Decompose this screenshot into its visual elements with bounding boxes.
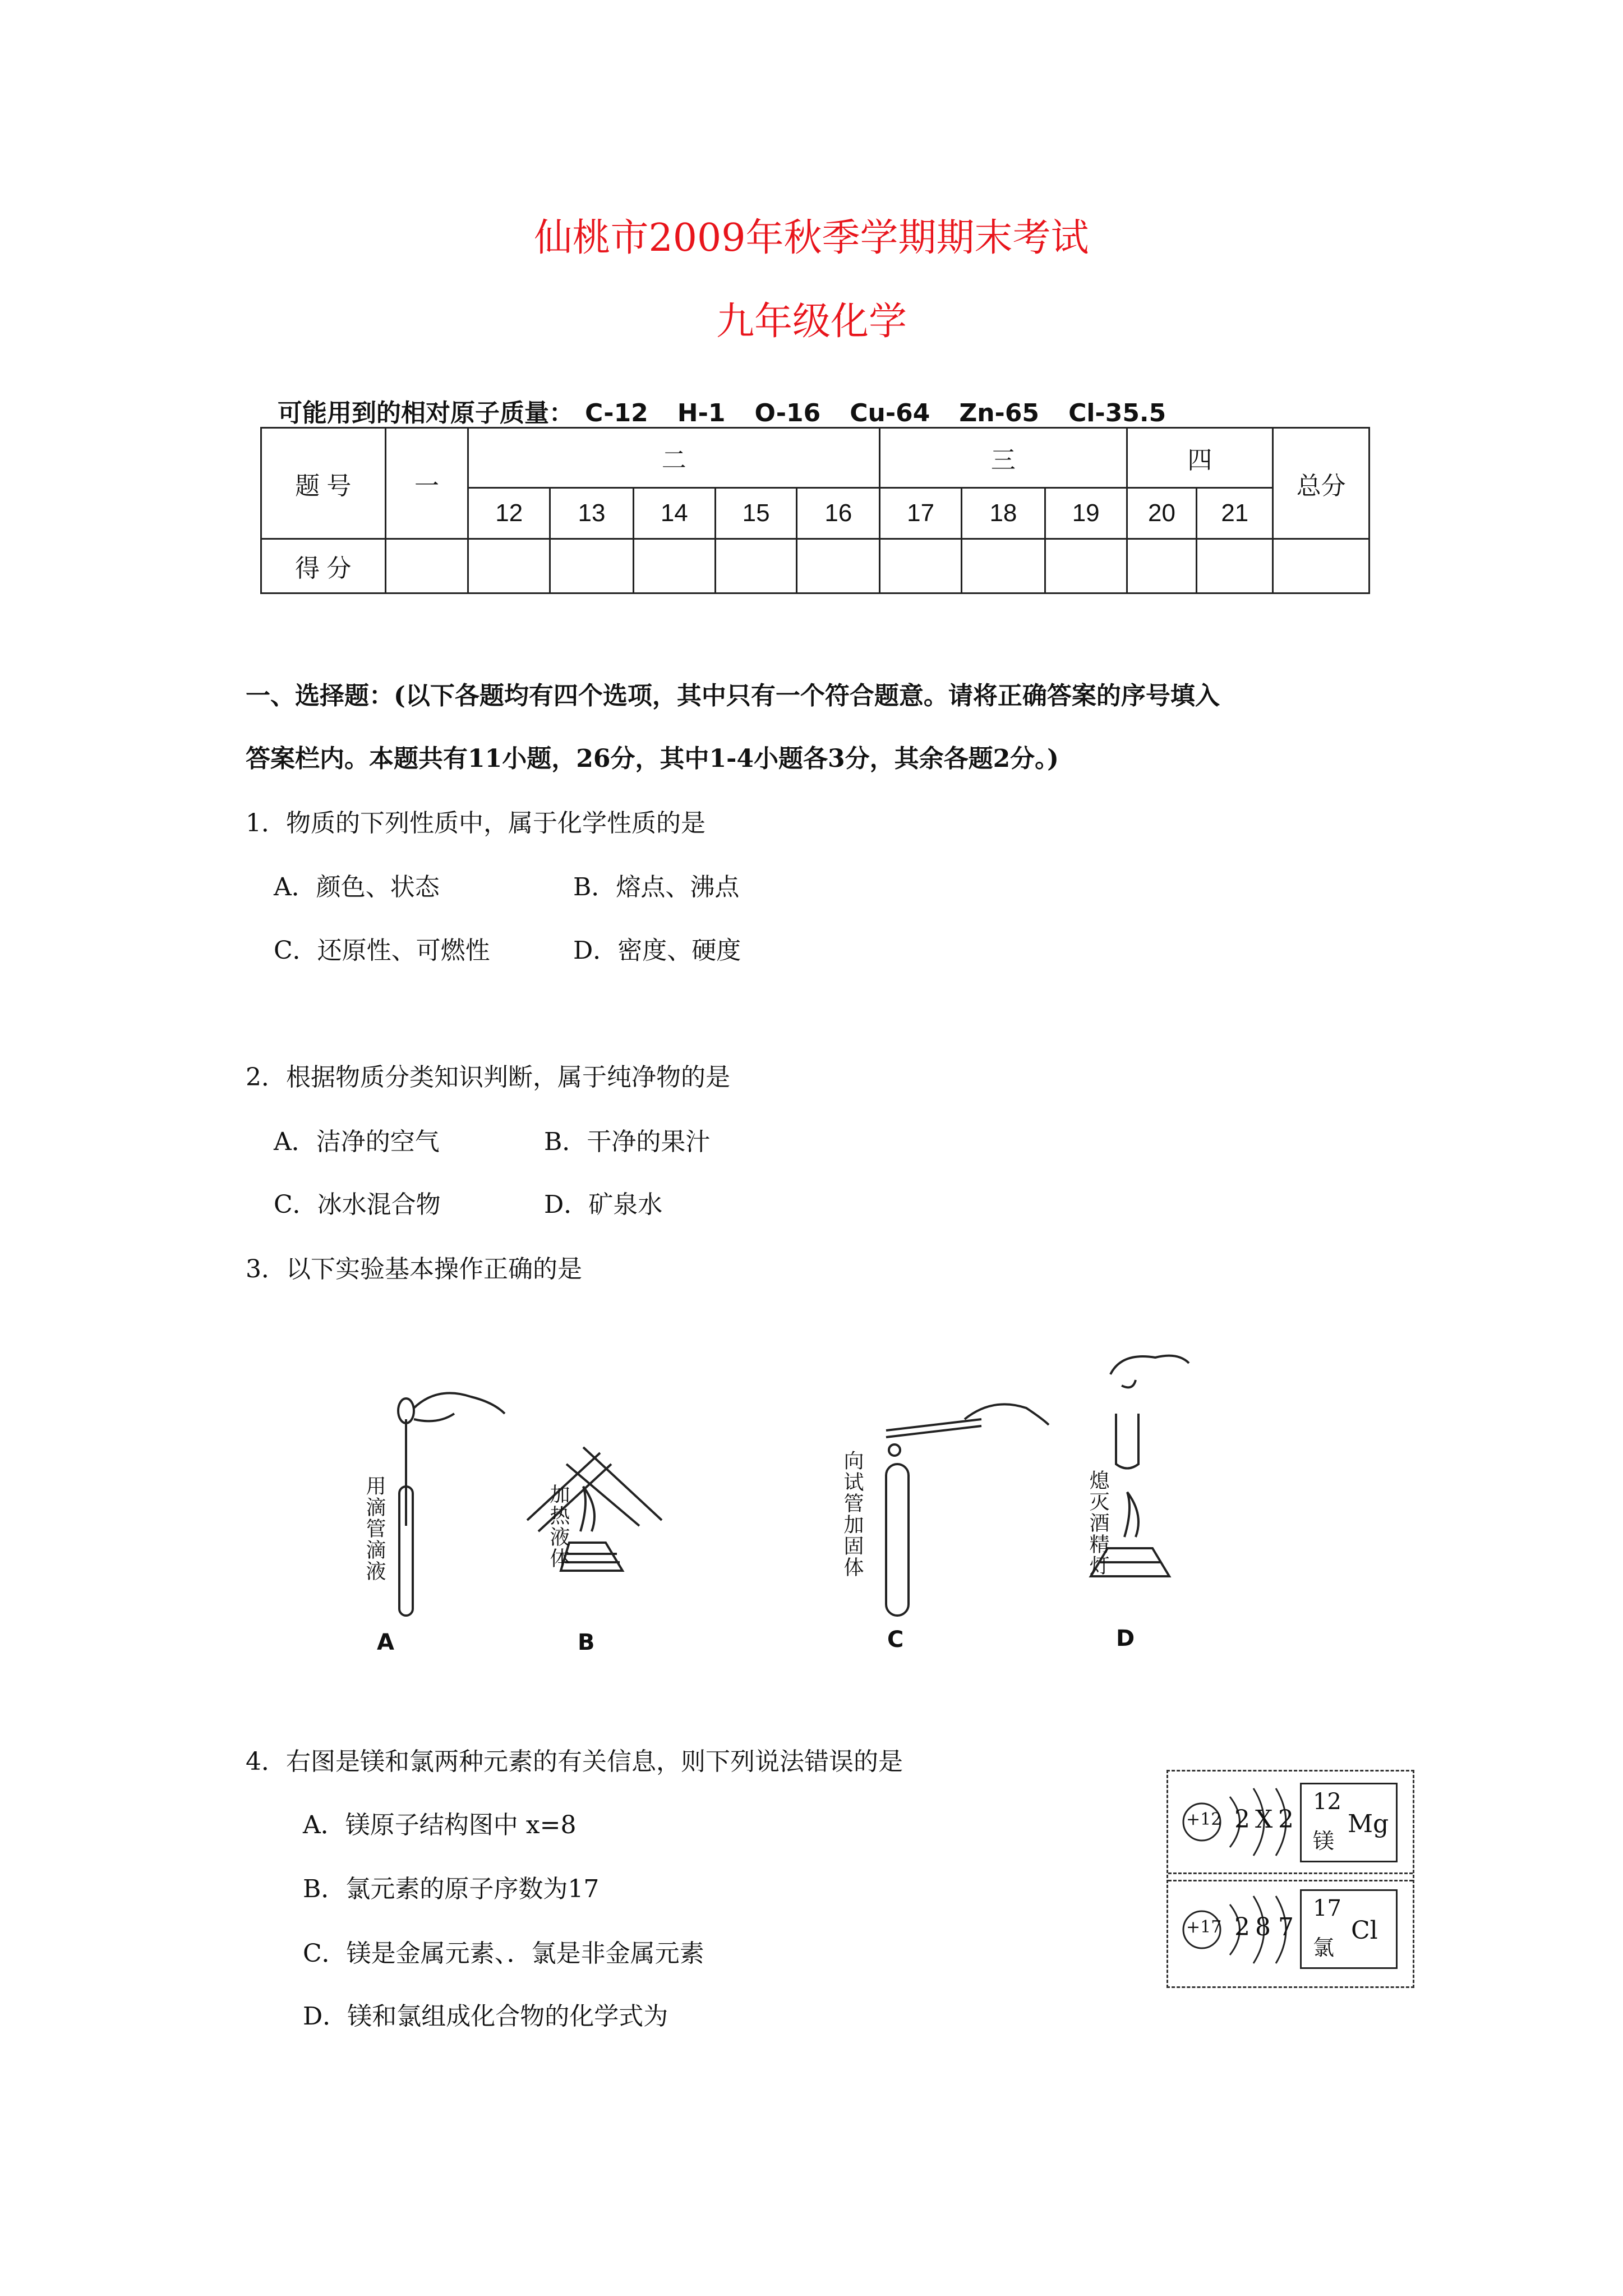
panel-c-letter: C [887,1627,904,1653]
adding-solid-illustration [886,1404,1049,1616]
question-number: 12 [468,488,550,539]
section-4-header: 四 [1127,428,1273,488]
score-cell[interactable] [1045,539,1127,593]
total-header: 总分 [1273,428,1370,539]
section-2-header: 二 [468,428,880,488]
section-1-header: 一 [385,428,468,539]
question-1-option-d[interactable]: D．密度、硬度 [573,936,741,965]
exam-subtitle: 九年级化学 [716,300,907,344]
score-cell[interactable] [715,539,797,593]
question-number: 21 [1197,488,1273,539]
element-info-figure [1166,1770,1414,1988]
question-2-option-b[interactable]: B．干净的果汁 [544,1128,711,1156]
mg-shell-3: 2 [1278,1805,1294,1834]
question-1-option-a[interactable]: A．颜色、状态 [274,873,440,901]
question-number: 15 [715,488,797,539]
cl-shell-2: 8 [1255,1913,1271,1941]
question-number: 20 [1127,488,1197,539]
atomic-mass-item: O-16 [754,399,821,427]
atomic-mass-label: 可能用到的相对原子质量： [278,399,574,427]
cl-element-card [1300,1889,1398,1969]
atomic-mass-item: H-1 [677,399,726,427]
question-number: 18 [962,488,1045,539]
question-3-stem: 3．以下实验基本操作正确的是 [246,1255,582,1283]
mg-shell-1: 2 [1234,1805,1250,1834]
panel-b-caption: 加热液体 [547,1484,570,1569]
panel-b-letter: B [578,1630,595,1655]
score-cell[interactable] [468,539,550,593]
question-2-option-c[interactable]: C．冰水混合物 [274,1190,441,1219]
mg-name: 镁 [1313,1829,1335,1853]
question-4-option-b[interactable]: B．氯元素的原子序数为17 [303,1875,600,1903]
score-cell[interactable] [880,539,962,593]
cl-shell-3: 7 [1278,1913,1294,1941]
mg-atomic-number: 12 [1313,1789,1341,1815]
row-label-question-number: 题 号 [261,428,386,539]
panel-d-letter: D [1116,1626,1135,1651]
exam-title: 仙桃市2009年秋季学期期末考试 [534,216,1089,260]
score-cell[interactable] [550,539,634,593]
question-number: 19 [1045,488,1127,539]
panel-a-caption: 用滴管滴液 [363,1475,386,1582]
cl-name: 氯 [1313,1935,1335,1960]
question-2-option-d[interactable]: D．矿泉水 [544,1190,663,1219]
section-heading-line1: 一、选择题：(以下各题均有四个选项，其中只有一个符合题意。请将正确答案的序号填入 [246,682,1220,710]
cl-nucleus: +17 [1186,1917,1222,1937]
score-cell[interactable] [385,539,468,593]
question-4-option-d[interactable]: D．镁和氯组成化合物的化学式为 [303,2002,668,2031]
section-3-header: 三 [880,428,1127,488]
question-4-option-c[interactable]: C．镁是金属元素、．氯是非金属元素 [303,1939,704,1968]
score-cell[interactable] [962,539,1045,593]
question-1-option-b[interactable]: B．熔点、沸点 [573,873,740,901]
question-number: 14 [633,488,715,539]
atomic-mass-item: C-12 [585,399,648,427]
score-cell[interactable] [1197,539,1273,593]
cl-atomic-number: 17 [1313,1895,1341,1921]
question-1-stem: 1．物质的下列性质中，属于化学性质的是 [246,809,706,838]
atomic-mass-item: Zn-65 [959,399,1040,427]
score-cell[interactable] [633,539,715,593]
row-label-score: 得 分 [261,539,386,593]
cl-shell-1: 2 [1234,1913,1250,1941]
question-2-option-a[interactable]: A．洁净的空气 [274,1128,440,1156]
dropper-illustration [398,1393,505,1616]
mg-nucleus: +12 [1186,1810,1222,1829]
question-2-stem: 2．根据物质分类知识判断，属于纯净物的是 [246,1063,730,1092]
panel-a-letter: A [377,1630,394,1655]
atomic-mass-item: Cl-35.5 [1068,399,1166,427]
atom-structure-diagrams [1168,1772,1292,1986]
score-table [260,427,1370,594]
question-number: 17 [880,488,962,539]
question-4-stem: 4．右图是镁和氯两种元素的有关信息，则下列说法错误的是 [246,1747,903,1776]
score-cell[interactable] [797,539,880,593]
question-number: 13 [550,488,634,539]
score-cell[interactable] [1273,539,1370,593]
score-cell[interactable] [1127,539,1197,593]
mg-element-card [1300,1783,1398,1862]
atomic-mass-line [278,393,1195,429]
section-heading-line2: 答案栏内。本题共有11小题，26分，其中1-4小题各3分，其余各题2分。) [246,744,1059,773]
question-4-option-a[interactable]: A．镁原子结构图中 x=8 [303,1811,577,1839]
question-1-option-c[interactable]: C．还原性、可燃性 [274,936,490,965]
panel-d-caption: 熄灭酒精灯 [1086,1470,1109,1576]
mg-shell-2: X [1255,1805,1273,1834]
question-number: 16 [797,488,880,539]
cl-symbol: Cl [1351,1916,1378,1945]
mg-symbol: Mg [1348,1810,1389,1838]
panel-c-caption: 向试管加固体 [841,1450,864,1578]
atomic-mass-item: Cu-64 [850,399,930,427]
